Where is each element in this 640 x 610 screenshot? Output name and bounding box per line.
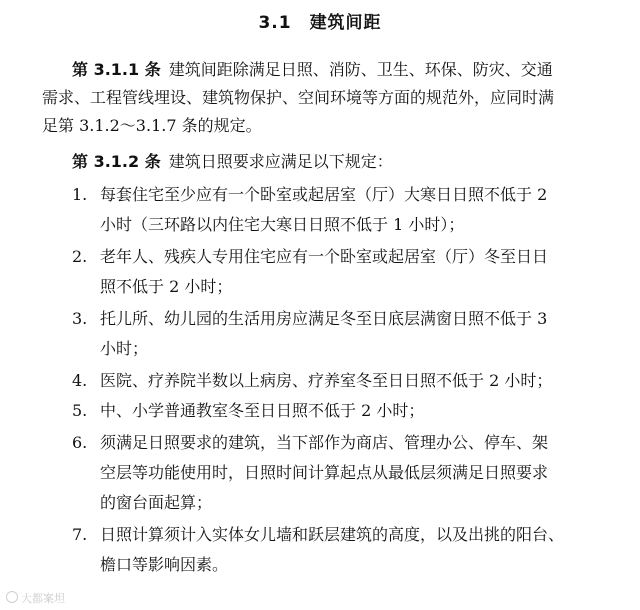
clause-text-line: 建筑间距除满足日照、消防、卫生、环保、防灾、交通 — [168, 60, 553, 79]
section-title — [0, 8, 640, 33]
section-number: 3.1 — [258, 13, 292, 33]
clause-text-line: 足第 3.1.2～3.1.7 条的规定。 — [42, 116, 262, 135]
watermark-text: 大都案坦 — [21, 592, 65, 605]
watermark-logo-icon — [6, 591, 18, 603]
list-item: 2. 老年人、残疾人专用住宅应有一个卧室或起居室（厅）冬至日日 照不低于 2 小时； — [72, 247, 549, 296]
clause-text-line: 需求、工程管线埋设、建筑物保护、空间环境等方面的规范外，应同时满 — [42, 88, 555, 107]
clause-label: 第 3.1.2 条 — [72, 152, 161, 171]
clause-3-1-1 — [42, 56, 602, 140]
list-item: 3. 托儿所、幼儿园的生活用房应满足冬至日底层满窗日照不低于 3 小时； — [72, 309, 548, 358]
watermark — [6, 590, 65, 606]
list-item: 4. 医院、疗养院半数以上病房、疗养室冬至日日照不低于 2 小时； — [72, 371, 553, 390]
section-heading: 建筑间距 — [309, 13, 382, 33]
clause-text-line: 建筑日照要求应满足以下规定： — [168, 152, 393, 171]
list-item: 1. 每套住宅至少应有一个卧室或起居室（厅）大寒日日照不低于 2 小时（三环路以内住宅大寒日日照不低于 1 小时）； — [72, 185, 548, 234]
clause-label: 第 3.1.1 条 — [72, 60, 161, 79]
clause-3-1-2 — [42, 148, 602, 176]
list-item: 6. 须满足日照要求的建筑，当下部作为商店、管理办公、停车、架 空层等功能使用时，日照时间计算起点从最低层须满足日照要求 的窗台面起算； — [72, 433, 549, 512]
list-item: 5. 中、小学普通教室冬至日日照不低于 2 小时； — [72, 401, 425, 420]
list-item: 7. 日照计算须计入实体女儿墙和跃层建筑的高度，以及出挑的阳台、 檐口等影响因素。 — [72, 525, 565, 574]
